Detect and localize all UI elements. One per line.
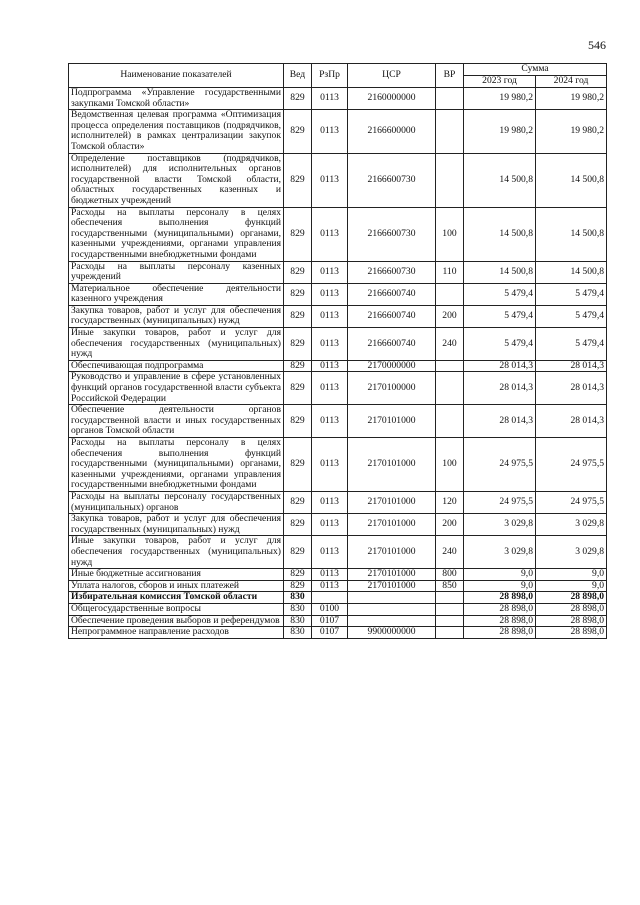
table-row bbox=[69, 580, 607, 592]
table-row bbox=[69, 615, 607, 627]
cell-name: Иные закупки товаров, работ и услуг для обеспечения государственных (муниципальных) нужд bbox=[69, 328, 284, 361]
cell-sum-2024: 28 898,0 bbox=[536, 592, 607, 604]
cell-vr: 800 bbox=[436, 569, 464, 581]
cell-sum-2023: 5 479,4 bbox=[464, 283, 536, 305]
cell-csr: 2160000000 bbox=[348, 88, 436, 110]
cell-sum-2024: 28 014,3 bbox=[536, 405, 607, 438]
cell-ved: 829 bbox=[284, 438, 312, 492]
cell-rzpr: 0113 bbox=[312, 328, 348, 361]
cell-ved: 829 bbox=[284, 261, 312, 283]
cell-rzpr: 0113 bbox=[312, 261, 348, 283]
cell-csr: 2170100000 bbox=[348, 372, 436, 405]
cell-vr bbox=[436, 153, 464, 207]
cell-name: Расходы на выплаты персоналу в целях обеспечения выполнения функций государственными (муниципальными) органами, казенными учреждениями, органами управления государственными внебюджетными фондами bbox=[69, 207, 284, 261]
cell-ved: 829 bbox=[284, 207, 312, 261]
cell-csr bbox=[348, 603, 436, 615]
table-row bbox=[69, 603, 607, 615]
cell-ved: 829 bbox=[284, 514, 312, 536]
cell-vr bbox=[436, 360, 464, 372]
cell-sum-2024: 28 014,3 bbox=[536, 360, 607, 372]
cell-name: Обеспечивающая подпрограмма bbox=[69, 360, 284, 372]
cell-ved: 830 bbox=[284, 603, 312, 615]
cell-csr: 9900000000 bbox=[348, 627, 436, 639]
table-row bbox=[69, 305, 607, 327]
cell-rzpr: 0113 bbox=[312, 405, 348, 438]
cell-sum-2024: 19 980,2 bbox=[536, 110, 607, 153]
cell-vr bbox=[436, 627, 464, 639]
cell-name: Уплата налогов, сборов и иных платежей bbox=[69, 580, 284, 592]
cell-sum-2023: 24 975,5 bbox=[464, 438, 536, 492]
header-sum: Сумма bbox=[464, 64, 607, 76]
cell-vr: 120 bbox=[436, 491, 464, 513]
cell-sum-2023: 28 014,3 bbox=[464, 360, 536, 372]
cell-name: Расходы на выплаты персоналу в целях обеспечения выполнения функций государственными (муниципальными) органами, казенными учреждениями, органами управления государственными внебюджетными фондами bbox=[69, 438, 284, 492]
cell-sum-2024: 14 500,8 bbox=[536, 261, 607, 283]
cell-ved: 829 bbox=[284, 569, 312, 581]
cell-vr: 200 bbox=[436, 305, 464, 327]
cell-sum-2023: 24 975,5 bbox=[464, 491, 536, 513]
cell-sum-2023: 28 898,0 bbox=[464, 603, 536, 615]
header-vr: ВР bbox=[436, 64, 464, 88]
cell-sum-2024: 28 898,0 bbox=[536, 603, 607, 615]
cell-sum-2024: 28 898,0 bbox=[536, 627, 607, 639]
table-row bbox=[69, 405, 607, 438]
cell-sum-2024: 28 014,3 bbox=[536, 372, 607, 405]
table-row bbox=[69, 627, 607, 639]
cell-sum-2023: 14 500,8 bbox=[464, 261, 536, 283]
table-row bbox=[69, 328, 607, 361]
table-row bbox=[69, 438, 607, 492]
cell-vr: 240 bbox=[436, 328, 464, 361]
cell-rzpr: 0113 bbox=[312, 372, 348, 405]
cell-sum-2023: 28 014,3 bbox=[464, 405, 536, 438]
cell-csr bbox=[348, 592, 436, 604]
cell-sum-2023: 28 898,0 bbox=[464, 592, 536, 604]
cell-csr: 2166600730 bbox=[348, 153, 436, 207]
cell-name: Ведомственная целевая программа «Оптимизация процесса определения поставщиков (подрядчиков, исполнителей) в рамках централизации закупок Томской области» bbox=[69, 110, 284, 153]
header-year-2023: 2023 год bbox=[464, 76, 536, 88]
cell-name: Закупка товаров, работ и услуг для обеспечения государственных (муниципальных) нужд bbox=[69, 514, 284, 536]
cell-rzpr: 0107 bbox=[312, 627, 348, 639]
cell-vr bbox=[436, 615, 464, 627]
cell-ved: 829 bbox=[284, 405, 312, 438]
header-year-2024: 2024 год bbox=[536, 76, 607, 88]
cell-csr: 2170101000 bbox=[348, 569, 436, 581]
cell-sum-2023: 5 479,4 bbox=[464, 305, 536, 327]
cell-sum-2024: 9,0 bbox=[536, 569, 607, 581]
cell-sum-2023: 19 980,2 bbox=[464, 88, 536, 110]
cell-sum-2024: 28 898,0 bbox=[536, 615, 607, 627]
cell-sum-2023: 9,0 bbox=[464, 580, 536, 592]
cell-rzpr: 0100 bbox=[312, 603, 348, 615]
cell-sum-2023: 14 500,8 bbox=[464, 153, 536, 207]
budget-table bbox=[68, 63, 607, 639]
cell-sum-2024: 24 975,5 bbox=[536, 491, 607, 513]
cell-csr: 2170101000 bbox=[348, 580, 436, 592]
cell-sum-2023: 28 014,3 bbox=[464, 372, 536, 405]
cell-sum-2023: 14 500,8 bbox=[464, 207, 536, 261]
cell-rzpr: 0113 bbox=[312, 305, 348, 327]
cell-ved: 829 bbox=[284, 372, 312, 405]
table-row bbox=[69, 491, 607, 513]
table-row bbox=[69, 283, 607, 305]
cell-rzpr: 0113 bbox=[312, 569, 348, 581]
cell-vr: 850 bbox=[436, 580, 464, 592]
cell-rzpr: 0107 bbox=[312, 615, 348, 627]
cell-sum-2023: 9,0 bbox=[464, 569, 536, 581]
cell-ved: 829 bbox=[284, 328, 312, 361]
cell-vr: 110 bbox=[436, 261, 464, 283]
cell-name: Материальное обеспечение деятельности казенного учреждения bbox=[69, 283, 284, 305]
cell-sum-2023: 28 898,0 bbox=[464, 627, 536, 639]
cell-sum-2024: 14 500,8 bbox=[536, 153, 607, 207]
cell-sum-2024: 19 980,2 bbox=[536, 88, 607, 110]
cell-csr: 2166600740 bbox=[348, 283, 436, 305]
cell-vr bbox=[436, 405, 464, 438]
cell-name: Расходы на выплаты персоналу государственных (муниципальных) органов bbox=[69, 491, 284, 513]
cell-rzpr: 0113 bbox=[312, 536, 348, 569]
cell-vr bbox=[436, 592, 464, 604]
cell-csr: 2166600730 bbox=[348, 261, 436, 283]
cell-sum-2023: 5 479,4 bbox=[464, 328, 536, 361]
cell-rzpr: 0113 bbox=[312, 283, 348, 305]
header-name: Наименование показателей bbox=[69, 64, 284, 88]
table-row bbox=[69, 261, 607, 283]
cell-name: Обеспечение деятельности органов государственной власти и иных государственных органов Томской области bbox=[69, 405, 284, 438]
table-row bbox=[69, 360, 607, 372]
header-ved: Вед bbox=[284, 64, 312, 88]
cell-csr: 2170101000 bbox=[348, 536, 436, 569]
table-header bbox=[69, 64, 607, 88]
cell-vr: 100 bbox=[436, 438, 464, 492]
cell-ved: 829 bbox=[284, 491, 312, 513]
cell-vr bbox=[436, 88, 464, 110]
cell-name: Закупка товаров, работ и услуг для обеспечения государственных (муниципальных) нужд bbox=[69, 305, 284, 327]
cell-ved: 830 bbox=[284, 615, 312, 627]
cell-csr: 2170101000 bbox=[348, 438, 436, 492]
cell-sum-2023: 3 029,8 bbox=[464, 536, 536, 569]
cell-name: Непрограммное направление расходов bbox=[69, 627, 284, 639]
cell-vr bbox=[436, 372, 464, 405]
cell-vr: 200 bbox=[436, 514, 464, 536]
cell-rzpr: 0113 bbox=[312, 360, 348, 372]
cell-name: Расходы на выплаты персоналу казенных учреждений bbox=[69, 261, 284, 283]
table-row bbox=[69, 536, 607, 569]
cell-csr: 2170101000 bbox=[348, 514, 436, 536]
cell-rzpr: 0113 bbox=[312, 110, 348, 153]
cell-rzpr: 0113 bbox=[312, 514, 348, 536]
cell-sum-2024: 3 029,8 bbox=[536, 536, 607, 569]
cell-ved: 829 bbox=[284, 536, 312, 569]
cell-vr: 100 bbox=[436, 207, 464, 261]
table-row bbox=[69, 88, 607, 110]
cell-csr: 2166600000 bbox=[348, 110, 436, 153]
cell-csr: 2166600740 bbox=[348, 328, 436, 361]
table-row bbox=[69, 569, 607, 581]
cell-name: Иные закупки товаров, работ и услуг для обеспечения государственных (муниципальных) нужд bbox=[69, 536, 284, 569]
cell-sum-2024: 3 029,8 bbox=[536, 514, 607, 536]
cell-rzpr: 0113 bbox=[312, 438, 348, 492]
cell-csr: 2170101000 bbox=[348, 491, 436, 513]
cell-name: Подпрограмма «Управление государственными закупками Томской области» bbox=[69, 88, 284, 110]
table-row bbox=[69, 514, 607, 536]
cell-vr bbox=[436, 283, 464, 305]
cell-ved: 830 bbox=[284, 627, 312, 639]
cell-name: Иные бюджетные ассигнования bbox=[69, 569, 284, 581]
cell-rzpr: 0113 bbox=[312, 580, 348, 592]
cell-ved: 829 bbox=[284, 305, 312, 327]
cell-sum-2024: 5 479,4 bbox=[536, 328, 607, 361]
cell-rzpr: 0113 bbox=[312, 153, 348, 207]
cell-sum-2024: 5 479,4 bbox=[536, 305, 607, 327]
page-number: 546 bbox=[588, 38, 606, 52]
table-row bbox=[69, 207, 607, 261]
cell-sum-2023: 28 898,0 bbox=[464, 615, 536, 627]
cell-rzpr: 0113 bbox=[312, 88, 348, 110]
cell-name: Обеспечение проведения выборов и референдумов bbox=[69, 615, 284, 627]
cell-name: Определение поставщиков (подрядчиков, исполнителей) для исполнительных органов государственной власти Томской области, областных государственных казенных и бюджетных учреждений bbox=[69, 153, 284, 207]
cell-sum-2023: 3 029,8 bbox=[464, 514, 536, 536]
cell-ved: 829 bbox=[284, 360, 312, 372]
header-rzpr: РзПр bbox=[312, 64, 348, 88]
cell-csr: 2166600740 bbox=[348, 305, 436, 327]
header-csr: ЦСР bbox=[348, 64, 436, 88]
cell-vr: 240 bbox=[436, 536, 464, 569]
cell-sum-2024: 14 500,8 bbox=[536, 207, 607, 261]
table-row bbox=[69, 372, 607, 405]
cell-rzpr: 0113 bbox=[312, 207, 348, 261]
cell-sum-2024: 5 479,4 bbox=[536, 283, 607, 305]
cell-rzpr bbox=[312, 592, 348, 604]
cell-csr: 2170101000 bbox=[348, 405, 436, 438]
cell-name: Общегосударственные вопросы bbox=[69, 603, 284, 615]
cell-rzpr: 0113 bbox=[312, 491, 348, 513]
cell-ved: 829 bbox=[284, 283, 312, 305]
cell-csr: 2166600730 bbox=[348, 207, 436, 261]
cell-sum-2023: 19 980,2 bbox=[464, 110, 536, 153]
cell-name: Избирательная комиссия Томской области bbox=[69, 592, 284, 604]
cell-sum-2024: 9,0 bbox=[536, 580, 607, 592]
table-row bbox=[69, 592, 607, 604]
cell-ved: 830 bbox=[284, 592, 312, 604]
cell-sum-2024: 24 975,5 bbox=[536, 438, 607, 492]
cell-name: Руководство и управление в сфере установленных функций органов государственной власти субъекта Российской Федерации bbox=[69, 372, 284, 405]
table-row bbox=[69, 153, 607, 207]
cell-ved: 829 bbox=[284, 153, 312, 207]
cell-ved: 829 bbox=[284, 580, 312, 592]
cell-csr: 2170000000 bbox=[348, 360, 436, 372]
cell-vr bbox=[436, 110, 464, 153]
cell-ved: 829 bbox=[284, 88, 312, 110]
cell-csr bbox=[348, 615, 436, 627]
table-row bbox=[69, 110, 607, 153]
cell-vr bbox=[436, 603, 464, 615]
cell-ved: 829 bbox=[284, 110, 312, 153]
table-body bbox=[69, 88, 607, 639]
